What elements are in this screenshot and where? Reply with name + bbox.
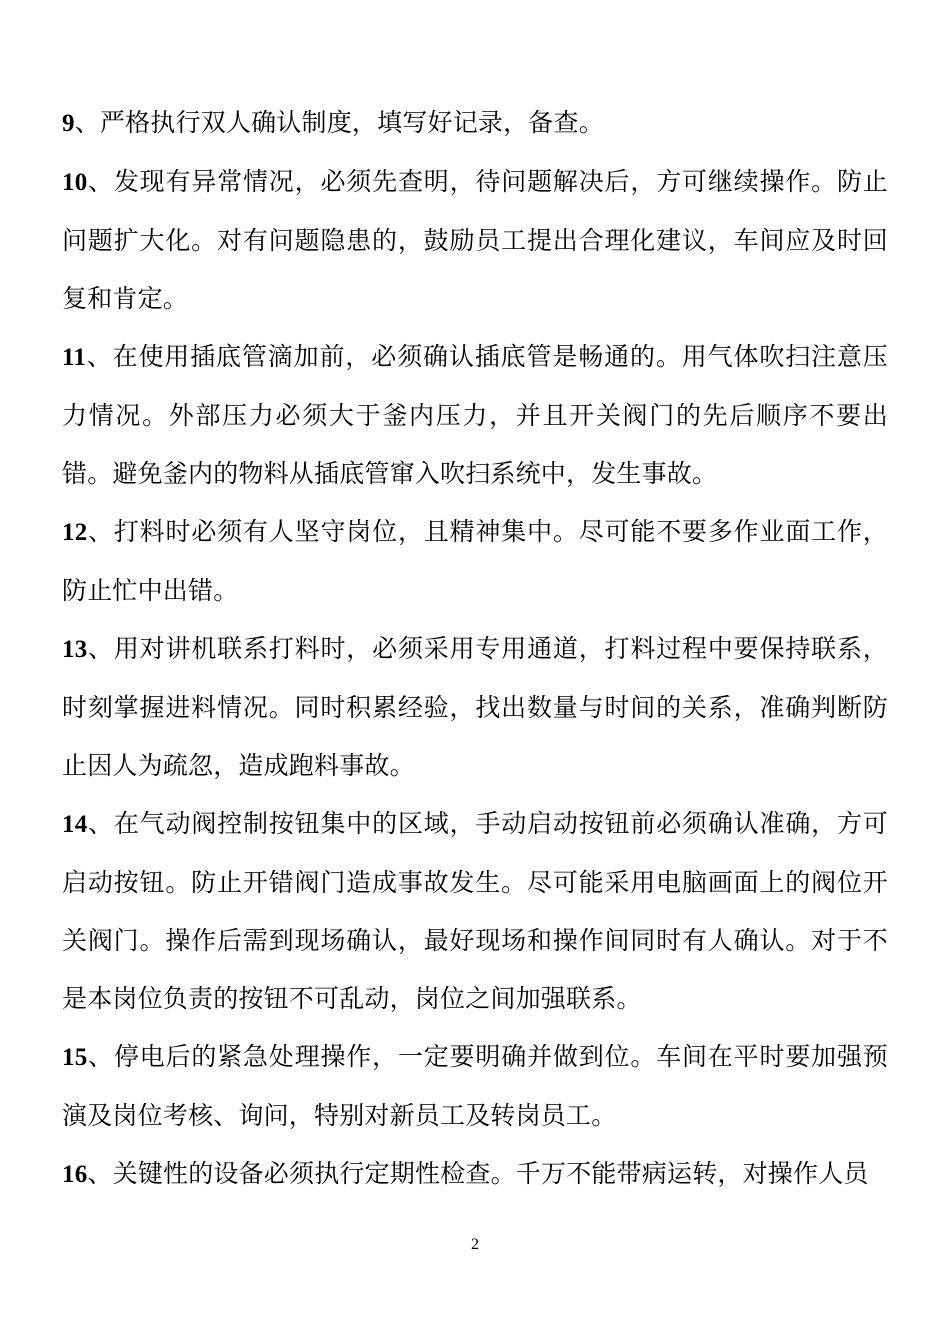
- item-text: 、在使用插底管滴加前，必须确认插底管是畅通的。用气体吹扫注意压力情况。外部压力必须大于釜内压力，并且开关阀门的先后顺序不要出错。避免釜内的物料从插底管窜入吹扫系统中，发生事故。: [62, 342, 888, 488]
- list-item: [62, 1028, 888, 1145]
- list-item: [62, 503, 888, 620]
- item-text: 、关键性的设备必须执行定期性检查。千万不能带病运转，对操作人员: [87, 1159, 869, 1188]
- item-number: 16: [62, 1161, 88, 1188]
- page-number: 2: [471, 1236, 479, 1253]
- list-item: [62, 795, 888, 1028]
- item-text: 、在气动阀控制按钮集中的区域，手动启动按钮前必须确认准确，方可启动按钮。防止开错阀门造成事故发生。尽可能采用电脑画面上的阀位开关阀门。操作后需到现场确认，最好现场和操作间同时有人确认。对于不是本岗位负责的按钮不可乱动，岗位之间加强联系。: [62, 809, 888, 1013]
- list-item: [62, 328, 888, 503]
- list-item: [62, 620, 888, 795]
- item-number: 14: [62, 811, 88, 838]
- item-number: 11: [62, 344, 87, 371]
- item-text: 、停电后的紧急处理操作，一定要明确并做到位。车间在平时要加强预演及岗位考核、询问，特别对新员工及转岗员工。: [62, 1042, 888, 1130]
- item-text: 、用对讲机联系打料时，必须采用专用通道，打料过程中要保持联系，时刻掌握进料情况。同时积累经验，找出数量与时间的关系，准确判断防止因人为疏忽，造成跑料事故。: [62, 634, 888, 780]
- list-item: [62, 1145, 888, 1204]
- item-number: 12: [62, 519, 88, 546]
- item-number: 15: [62, 1044, 88, 1071]
- item-text: 、打料时必须有人坚守岗位，且精神集中。尽可能不要多作业面工作，防止忙中出错。: [62, 517, 888, 605]
- item-number: 10: [62, 169, 88, 196]
- document-body: [62, 94, 888, 1204]
- list-item: [62, 153, 888, 328]
- item-number: 13: [62, 636, 88, 663]
- item-number: 9: [62, 110, 75, 137]
- list-item: [62, 94, 888, 153]
- item-text: 、严格执行双人确认制度，填写好记录，备查。: [74, 108, 604, 137]
- item-text: 、发现有异常情况，必须先查明，待问题解决后，方可继续操作。防止问题扩大化。对有问题隐患的，鼓励员工提出合理化建议，车间应及时回复和肯定。: [62, 167, 888, 313]
